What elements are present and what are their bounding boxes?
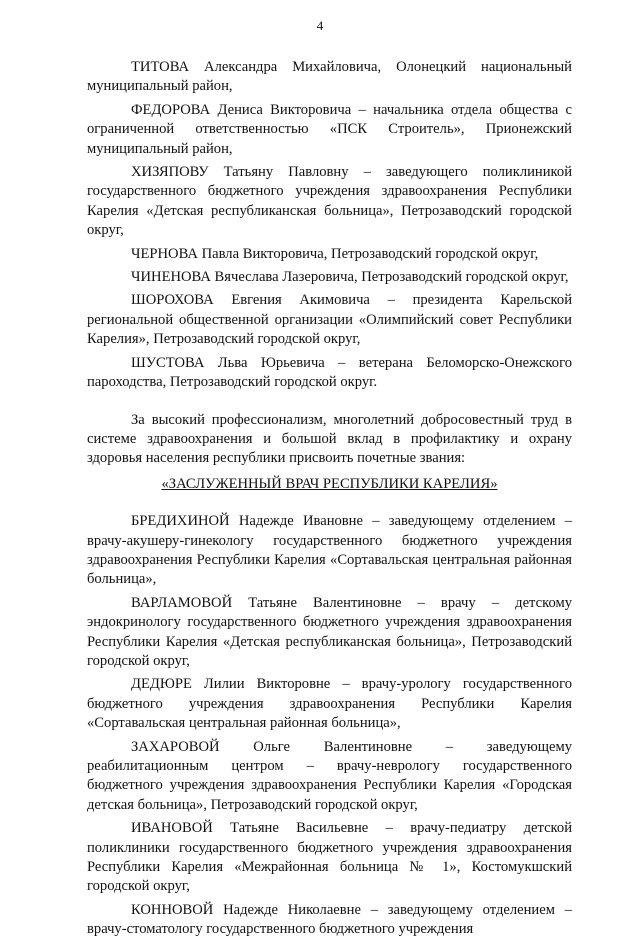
- award-entry: ЧИНЕНОВА Вячеслава Лазеровича, Петрозаводский городской округ,: [131, 269, 569, 286]
- award-entry: БРЕДИХИНОЙ Надежде Ивановне – заведующему отделением – врачу-акушеру-гинекологу государственного бюджетного учреждения здравоохранения Республики Карелия «Сортавальская центральная районная больница»,: [87, 513, 572, 588]
- award-entry: ВАРЛАМОВОЙ Татьяне Валентиновне – врачу – детскому эндокринологу государственного бюджетного учреждения здравоохранения Республики Карелия «Детская республиканская больница», Петрозаводский городской округ,: [87, 594, 572, 669]
- award-entry: ШОРОХОВА Евгения Акимовича – президента Карельской региональной общественной организации «Олимпийский совет Республики Карелия», Петрозаводский городской округ,: [87, 292, 572, 348]
- award-entry: ТИТОВА Александра Михайловича, Олонецкий национальный муниципальный район,: [87, 59, 572, 95]
- resolution-intro: За высокий профессионализм, многолетний добросовестный труд в системе здравоохранения и большой вклад в профилактику и охрану здоровья населения республики присвоить почетные звания:: [87, 411, 572, 467]
- award-title-heading: «ЗАСЛУЖЕННЫЙ ВРАЧ РЕСПУБЛИКИ КАРЕЛИЯ»: [161, 475, 498, 492]
- award-entry: ИВАНОВОЙ Татьяне Васильевне – врачу-педиатру детской поликлиники государственного бюджетного учреждения здравоохранения Республики Карелия «Межрайонная больница № 1», Костомукшский городской округ,: [87, 820, 572, 895]
- document-body: [87, 58, 572, 944]
- award-entry: ЗАХАРОВОЙ Ольге Валентиновне – заведующему реабилитационным центром – врачу-неврологу государственного бюджетного учреждения здравоохранения Республики Карелия «Городская детская больница», Петрозаводский городской округ,: [87, 738, 572, 813]
- award-entry: ФЕДОРОВА Дениса Викторовича – начальника отдела общества с ограниченной ответственностью «ПСК Строитель», Прионежский муниципальный район,: [87, 101, 572, 157]
- award-entry: ДЕДЮРЕ Лилии Викторовне – врачу-урологу государственного бюджетного учреждения здравоохранения Республики Карелия «Сортавальская центральная районная больница»,: [87, 676, 572, 732]
- award-entry: КОННОВОЙ Надежде Николаевне – заведующему отделением – врачу-стоматологу государственного бюджетного учреждения: [87, 901, 572, 938]
- award-entry: ШУСТОВА Льва Юрьевича – ветерана Беломорско-Онежского пароходства, Петрозаводский городской округ.: [87, 354, 572, 391]
- page-number: 4: [316, 18, 324, 33]
- award-entry: ХИЗЯПОВУ Татьяну Павловну – заведующего поликлиникой государственного бюджетного учреждения здравоохранения Республики Карелия «Детская республиканская больница», Петрозаводский городской округ,: [87, 164, 572, 239]
- award-entry: ЧЕРНОВА Павла Викторовича, Петрозаводский городской округ,: [131, 245, 539, 262]
